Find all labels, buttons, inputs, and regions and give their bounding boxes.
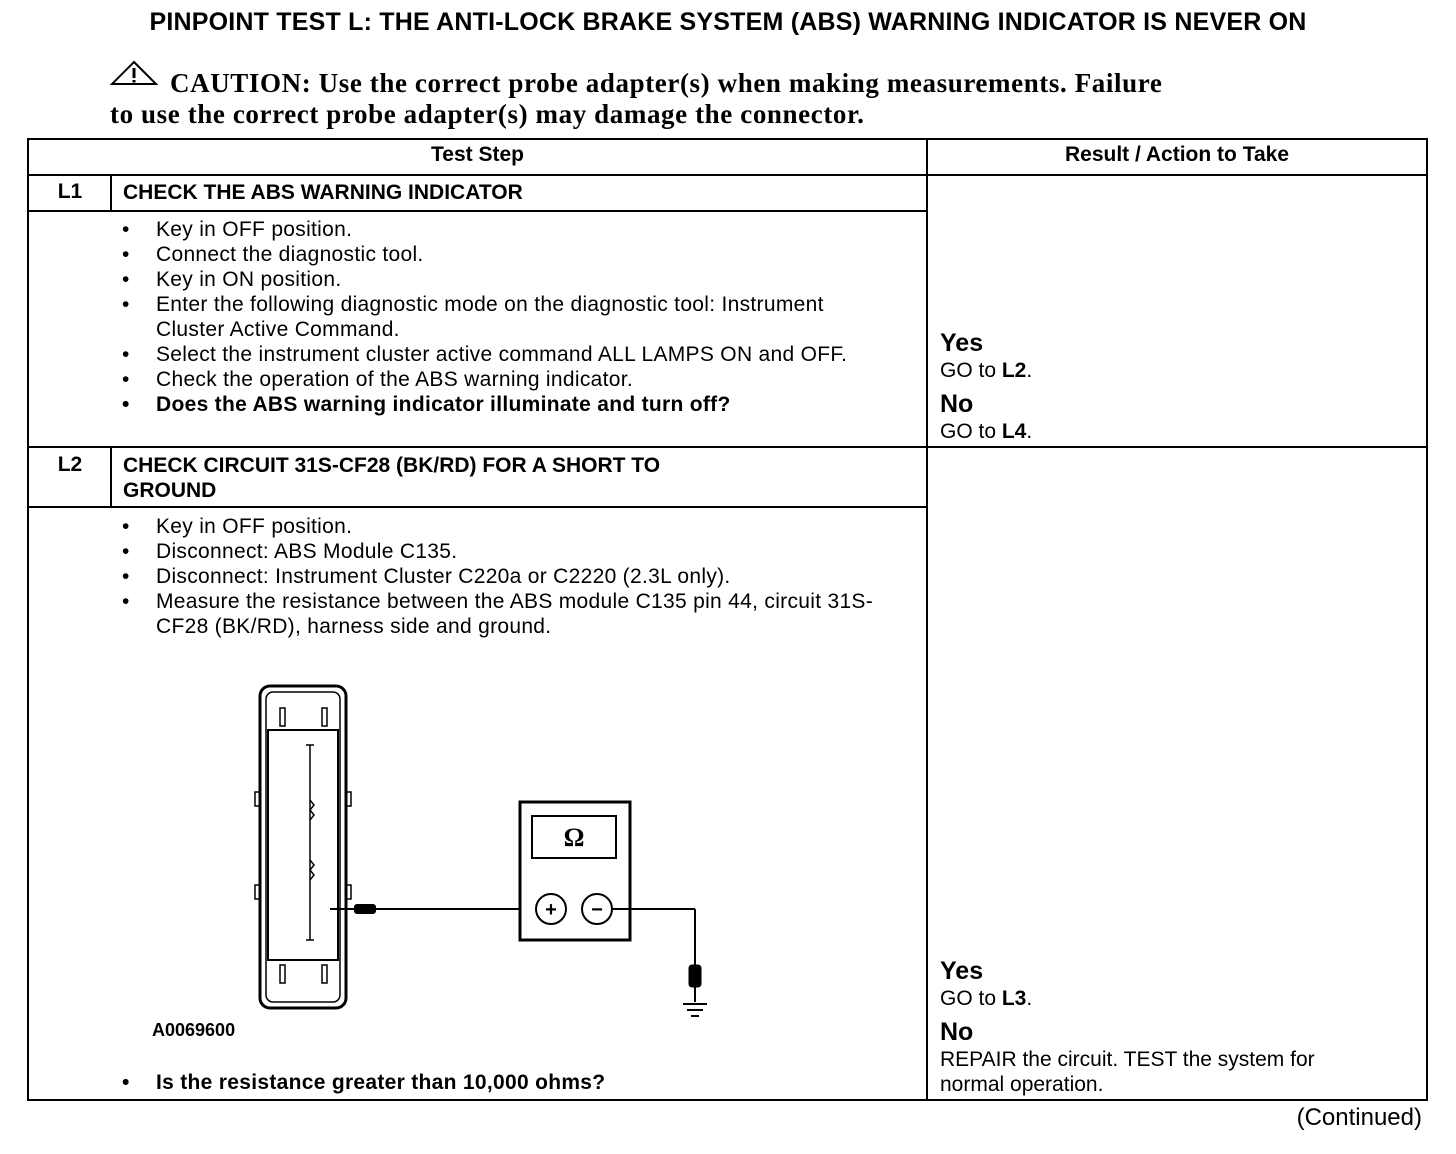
step-id-l1: L1 [57, 180, 83, 203]
plus-terminal-icon: + [545, 899, 557, 921]
step-heading-l2 [123, 453, 660, 503]
yes-label: Yes [940, 957, 984, 985]
page-title: PINPOINT TEST L: THE ANTI-LOCK BRAKE SYSTEM (ABS) WARNING INDICATOR IS NEVER ON [149, 8, 1307, 36]
yes-target: L2 [1001, 359, 1027, 382]
step-l1-bullets [118, 217, 888, 417]
connector-meter-diagram [250, 680, 710, 1030]
no-target: L4 [1001, 420, 1027, 443]
step-question: • Is the resistance greater than 10,000 ohms? [118, 1070, 888, 1095]
ohm-symbol: Ω [563, 823, 585, 852]
list-item: • Key in ON position. [118, 267, 888, 292]
step-l2-bullets [118, 514, 888, 639]
header-test-step: Test Step [431, 143, 524, 166]
no-label: No [940, 1018, 974, 1046]
yes-action: GO to [940, 359, 1002, 382]
caution-line1: CAUTION: Use the correct probe adapter(s) when making measurements. Failure [170, 68, 1163, 98]
yes-label: Yes [940, 329, 984, 357]
result-l1: Yes GO to L2. No GO to L4. [940, 329, 1033, 443]
list-item: • Measure the resistance between the ABS module C135 pin 44, circuit 31S-CF28 (BK/RD), harness side and ground. [118, 589, 888, 639]
header-result: Result / Action to Take [1064, 143, 1290, 166]
yes-target: L3 [1001, 987, 1027, 1010]
step-heading-line: CHECK CIRCUIT 31S-CF28 (BK/RD) FOR A SHORT TO [123, 454, 661, 477]
list-item: • Check the operation of the ABS warning indicator. [118, 367, 888, 392]
step-heading-line: GROUND [123, 479, 217, 502]
connector-c135 [255, 686, 351, 1008]
list-item: • Key in OFF position. [118, 514, 888, 539]
yes-action: GO to [940, 987, 1002, 1010]
no-label: No [940, 390, 974, 418]
step-l2-question [118, 1070, 888, 1095]
list-item: • Select the instrument cluster active command ALL LAMPS ON and OFF. [118, 342, 888, 367]
continued-label: (Continued) [1296, 1104, 1422, 1131]
list-item: • Enter the following diagnostic mode on the diagnostic tool: Instrument Cluster Active Command. [118, 292, 888, 342]
step-heading-l1: CHECK THE ABS WARNING INDICATOR [123, 181, 523, 204]
multimeter [520, 802, 630, 940]
minus-terminal-icon: − [591, 899, 603, 921]
step-id-l2: L2 [57, 453, 83, 476]
test-probe [330, 904, 537, 914]
result-l2: Yes GO to L3. No REPAIR the circuit. TEST the system for normal operation. [940, 957, 1315, 1096]
list-item: • Key in OFF position. [118, 217, 888, 242]
warning-triangle-icon [110, 60, 170, 93]
list-item: • Connect the diagnostic tool. [118, 242, 888, 267]
no-action: normal operation. [940, 1073, 1104, 1096]
figure-id: A0069600 [152, 1020, 236, 1040]
no-action: GO to [940, 420, 1002, 443]
caution-note [110, 66, 1330, 130]
caution-line2: to use the correct probe adapter(s) may damage the connector. [110, 99, 865, 129]
no-action: REPAIR the circuit. TEST the system for [940, 1048, 1315, 1071]
list-item: • Disconnect: Instrument Cluster C220a or C2220 (2.3L only). [118, 564, 888, 589]
list-item: • Disconnect: ABS Module C135. [118, 539, 888, 564]
step-question: • Does the ABS warning indicator illuminate and turn off? [118, 392, 888, 417]
ground-icon [683, 1004, 707, 1016]
